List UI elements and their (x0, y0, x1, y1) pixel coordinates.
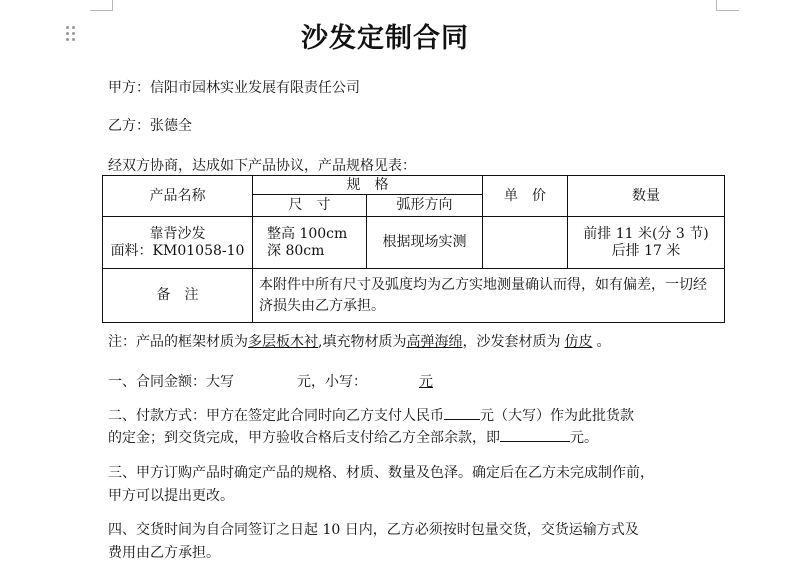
cell-price (483, 217, 568, 269)
deposit-blank[interactable] (444, 405, 480, 420)
clause1-mid: 元，小写： (297, 374, 367, 390)
table-row (103, 217, 725, 269)
header-name: 产品名称 (103, 176, 253, 217)
clause-1 (108, 371, 443, 391)
clause3-line1: 三、甲方订购产品时确定产品的规格、材质、数量及色泽。确定后在乙方未完成制作前， (108, 465, 654, 481)
remark-label: 备 注 (103, 269, 253, 323)
clause2-a: 二、付款方式：甲方在签定此合同时向乙方支付人民币 (108, 408, 444, 424)
table-header-row (103, 176, 725, 195)
qty-front: 前排 11 米(分 3 节) (583, 225, 709, 242)
cell-arc: 根据现场实测 (367, 217, 483, 269)
material-note-mid2: ，沙发套材质为 (462, 334, 561, 350)
clause2-c: 的定金；到交货完成，甲方验收合格后支付给乙方全部余款，即 (108, 430, 500, 446)
remark-text: 本附件中所有尺寸及弧度均为乙方实地测量确认而得，如有偏差，一切经济损失由乙方承担。 (253, 269, 725, 323)
cell-size (253, 217, 367, 269)
clause1-end: 元 (419, 374, 433, 390)
balance-blank[interactable] (500, 427, 570, 442)
clause-4 (108, 519, 639, 565)
header-qty: 数量 (568, 176, 725, 217)
party-a: 甲方：信阳市园林实业发展有限责任公司 (108, 80, 360, 96)
material-note-mid1: ,填充物材质为 (318, 334, 407, 350)
clause1-prefix: 一、合同金额：大写 (108, 374, 234, 390)
intro-text: 经双方协商，达成如下产品协议，产品规格见表： (108, 158, 416, 174)
material-note-prefix: 注：产品的框架材质为 (108, 334, 248, 350)
cover-material: 仿皮 (564, 334, 593, 350)
document-title: 沙发定制合同 (301, 23, 469, 54)
header-price: 单 价 (483, 176, 568, 217)
material-note (108, 331, 610, 351)
clause2-d: 元。 (570, 430, 598, 446)
spec-table (102, 175, 725, 323)
qty-back: 后排 17 米 (611, 242, 681, 259)
margin-corner-top-left (90, 0, 113, 11)
table-remark-row (103, 269, 725, 323)
header-arc: 弧形方向 (367, 195, 483, 217)
product-name: 靠背沙发 (149, 225, 206, 242)
header-size: 尺 寸 (253, 195, 367, 217)
clause3-line2: 甲方可以提出更改。 (108, 488, 234, 504)
product-fabric: 面料：KM01058-10 (110, 242, 245, 259)
material-note-end: 。 (596, 334, 611, 350)
cell-product-name (103, 217, 253, 269)
clause-2 (108, 405, 634, 449)
party-b: 乙方：张德全 (108, 118, 192, 134)
filling-material: 高弹海绵 (406, 334, 463, 350)
header-spec: 规 格 (253, 176, 483, 195)
clause4-line2: 费用由乙方承担。 (108, 545, 220, 561)
cell-quantity (568, 217, 725, 269)
margin-corner-top-right (716, 0, 739, 11)
frame-material: 多层板木衬 (248, 334, 318, 350)
size-depth: 深 80cm (267, 242, 325, 259)
clause2-b: 元（大写）作为此批货款 (480, 408, 634, 424)
clause-3 (108, 462, 654, 508)
size-height: 整高 100cm (267, 225, 348, 242)
clause4-line1: 四、交货时间为自合同签订之日起 10 日内，乙方必须按时包量交货，交货运输方式及 (108, 522, 639, 538)
